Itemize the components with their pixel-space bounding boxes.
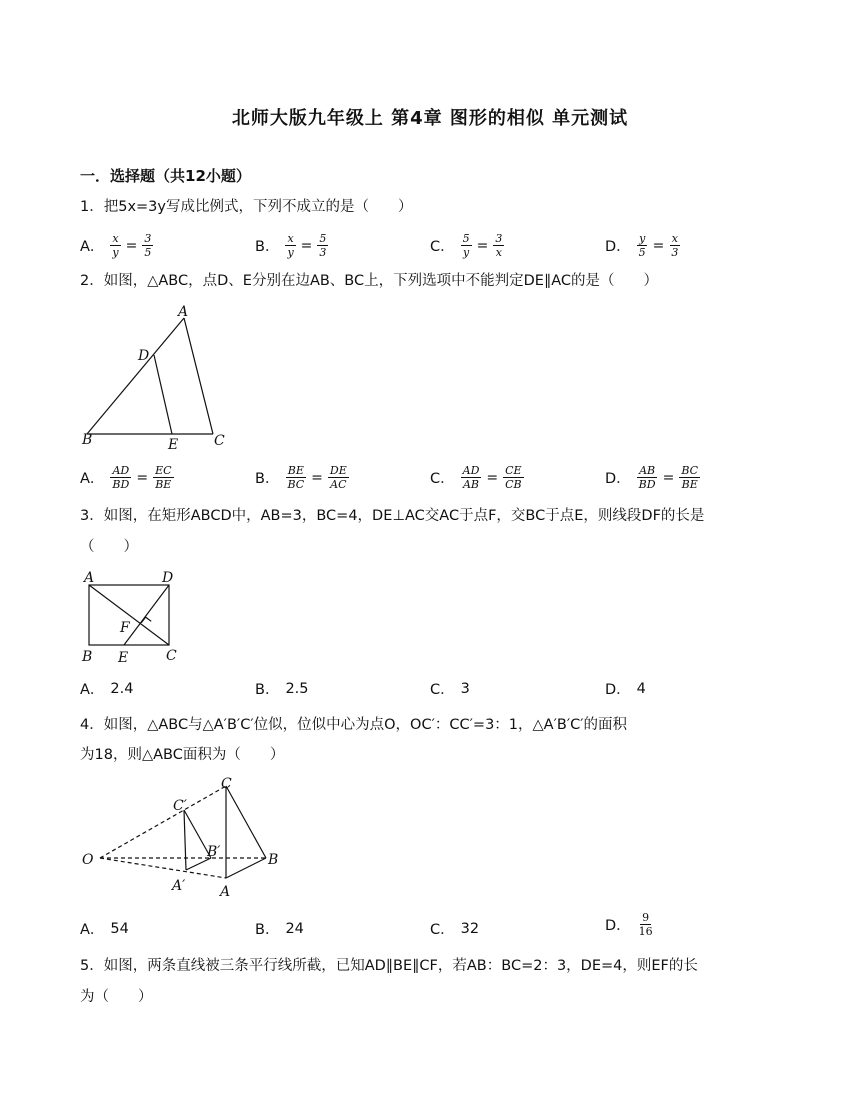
label-d: D — [138, 348, 150, 364]
question-4-option-a[interactable]: A． 54 — [80, 920, 129, 938]
question-3-option-b[interactable]: B． 2.5 — [255, 680, 309, 698]
proportion: $\frac{x}{y}$ = $\frac{5}{3}$ — [287, 232, 327, 259]
question-2-option-d[interactable]: D． $\frac{AB}{BD}$ = $\frac{BC}{BE}$ — [605, 464, 699, 491]
segment-de — [124, 585, 169, 645]
page-title: 北师大版九年级上 第4章 图形的相似 单元测试 — [231, 108, 629, 129]
question-1-option-d[interactable]: D． $\frac{y}{5}$ = $\frac{x}{3}$ — [605, 232, 679, 259]
proportion: $\frac{AD}{BD}$ = $\frac{EC}{BE}$ — [112, 464, 172, 491]
side-cb — [226, 786, 266, 858]
label-e: E — [118, 650, 129, 666]
question-4-stem: 4．如图，△ABC与△A′B′C′位似，位似中心为点O，OC′：CC′=3：1，△A′B′C′的面积 — [80, 717, 628, 733]
proportion: $\frac{5}{y}$ = $\frac{3}{x}$ — [462, 232, 503, 259]
question-2-option-a[interactable]: A． $\frac{AD}{BD}$ = $\frac{EC}{BE}$ — [80, 464, 172, 491]
side-c1a1 — [184, 810, 186, 870]
question-4-homothety-figure — [78, 772, 288, 904]
right-angle-mark — [141, 617, 151, 623]
proportion: $\frac{y}{5}$ = $\frac{x}{3}$ — [638, 232, 679, 259]
question-3-option-c[interactable]: C． 3 — [430, 680, 470, 698]
question-4-option-c[interactable]: C． 32 — [430, 920, 480, 938]
label-e: E — [168, 437, 179, 453]
label-c-prime: C′ — [173, 798, 187, 814]
proportion: $\frac{x}{y}$ = $\frac{3}{5}$ — [112, 232, 152, 259]
label-o: O — [82, 852, 94, 868]
question-5-stem: 5．如图，两条直线被三条平行线所截，已知AD∥BE∥CF，若AB：BC=2：3，DE=4，则EF的长 — [80, 958, 698, 974]
question-2-stem: 2．如图，△ABC，点D、E分别在边AB、BC上，下列选项中不能判定DE∥AC的是（ ） — [80, 273, 658, 289]
question-2-triangle-figure — [78, 300, 238, 455]
question-1-option-b[interactable]: B． $\frac{x}{y}$ = $\frac{5}{3}$ — [255, 232, 327, 259]
side-ab — [226, 858, 266, 878]
question-3-option-d[interactable]: D． 4 — [605, 680, 646, 698]
side-ba — [87, 318, 184, 434]
side-ac — [184, 318, 213, 434]
proportion: $\frac{AD}{AB}$ = $\frac{CE}{CB}$ — [462, 464, 522, 491]
proportion: $\frac{BE}{BC}$ = $\frac{DE}{AC}$ — [287, 464, 347, 491]
question-2-option-b[interactable]: B． $\frac{BE}{BC}$ = $\frac{DE}{AC}$ — [255, 464, 347, 491]
label-c: C — [214, 433, 225, 449]
question-3-option-a[interactable]: A． 2.4 — [80, 680, 134, 698]
question-1-option-c[interactable]: C． $\frac{5}{y}$ = $\frac{3}{x}$ — [430, 232, 503, 259]
question-4-stem-cont: 为18，则△ABC面积为（ ） — [80, 747, 285, 763]
diagonal-ac — [89, 585, 169, 645]
label-c: C — [221, 776, 232, 792]
question-3-rectangle-figure — [78, 566, 188, 668]
question-5-stem-cont: 为（ ） — [80, 989, 153, 1005]
question-1-stem: 1．把5x=3y写成比例式，下列不成立的是（ ） — [80, 199, 413, 215]
question-1-option-a[interactable]: A． $\frac{x}{y}$ = $\frac{3}{5}$ — [80, 232, 152, 259]
label-c: C — [166, 648, 177, 664]
question-3-stem: 3．如图，在矩形ABCD中，AB=3，BC=4，DE⊥AC交AC于点F，交BC于点E，则线段DF的长是 — [80, 508, 705, 524]
segment-de — [154, 355, 172, 434]
proportion: $\frac{AB}{BD}$ = $\frac{BC}{BE}$ — [638, 464, 699, 491]
question-3-stem-cont: （ ） — [80, 539, 138, 555]
ray-oa — [100, 858, 226, 878]
section-heading: 一．选择题（共12小题） — [80, 167, 251, 185]
label-a: A — [178, 304, 189, 320]
fraction: $\frac{9}{16}$ — [638, 911, 653, 938]
label-a: A — [84, 570, 95, 586]
question-4-option-b[interactable]: B． 24 — [255, 920, 304, 938]
label-d: D — [162, 570, 174, 586]
label-a: A — [220, 884, 231, 900]
label-f: F — [120, 620, 130, 636]
label-a-prime: A′ — [172, 878, 186, 894]
label-b: B — [82, 649, 93, 665]
label-b-prime: B′ — [207, 844, 221, 860]
label-b: B — [82, 432, 93, 448]
question-4-option-d[interactable]: D． $\frac{9}{16}$ — [605, 911, 653, 938]
label-b: B — [268, 852, 279, 868]
question-2-option-c[interactable]: C． $\frac{AD}{AB}$ = $\frac{CE}{CB}$ — [430, 464, 522, 491]
